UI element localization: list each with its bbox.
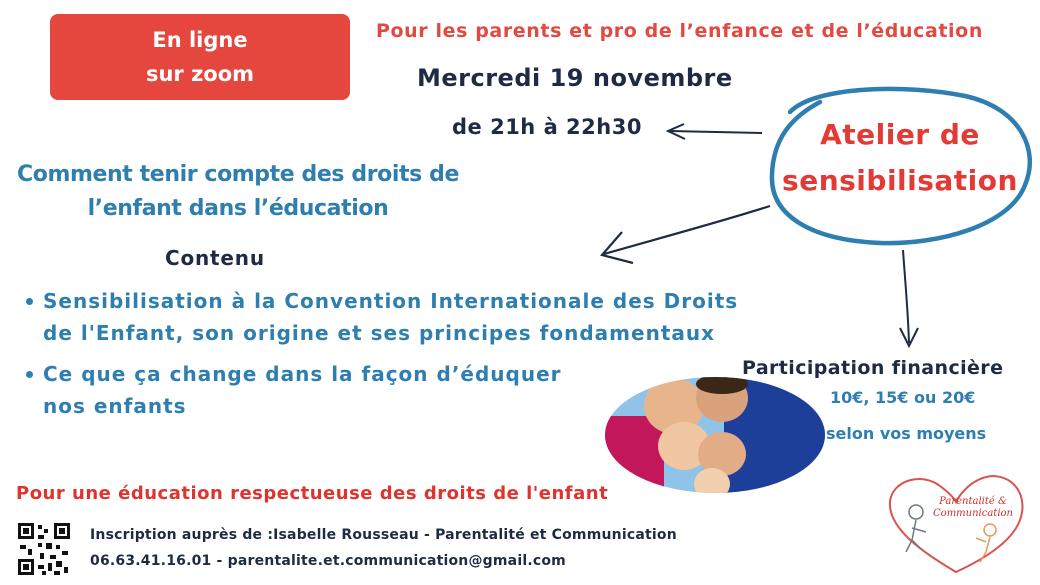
slogan: Pour une éducation respectueuse des droits de l'enfant (16, 483, 609, 504)
parentalite-logo (882, 468, 1030, 580)
item-1-line-2: de l'Enfant, son origine et ses principes fondamentaux (43, 321, 716, 345)
atelier-title (780, 112, 1020, 204)
price-options: 10€, 15€ ou 20€ (830, 388, 976, 407)
logo-line-1: Parentalité & (939, 496, 1007, 507)
online-badge (50, 14, 350, 100)
badge-line-1: En ligne (152, 28, 248, 52)
price-note: selon vos moyens (826, 424, 987, 443)
logo-text (928, 496, 1018, 520)
children-photo (604, 376, 826, 494)
badge-line-2: sur zoom (145, 62, 255, 86)
item-2-line-2: nos enfants (43, 394, 187, 418)
logo-line-2: Communication (933, 508, 1013, 519)
event-time: de 21h à 22h30 (452, 115, 642, 139)
question-line-1: Comment tenir compte des droits de (17, 162, 459, 187)
workshop-question (8, 158, 468, 226)
arrow-to-time (670, 131, 762, 133)
atelier-line-2: sensibilisation (782, 164, 1018, 197)
audience-text: Pour les parents et pro de l’enfance et de l’éducation (376, 20, 983, 42)
atelier-line-1: Atelier de (820, 118, 980, 151)
event-date: Mercredi 19 novembre (417, 64, 733, 92)
qr-code-icon (16, 521, 72, 577)
item-2-line-1: Ce que ça change dans la façon d’éduquer (43, 362, 562, 386)
contact-text: 06.63.41.16.01 - parentalite.et.communication@gmail.com (90, 553, 566, 569)
arrow-to-participation (903, 250, 909, 343)
inscription-text: Inscription auprès de :Isabelle Rousseau - Parentalité et Communication (90, 527, 677, 543)
arrow-to-contenu (604, 206, 770, 254)
item-1-line-1: Sensibilisation à la Convention Internationale des Droits (43, 289, 739, 313)
heart-logo-icon (882, 468, 1030, 580)
participation-title: Participation financière (742, 357, 1004, 379)
list-item (24, 285, 784, 349)
question-line-2: l’enfant dans l’éducation (87, 196, 389, 221)
contenu-heading: Contenu (165, 246, 265, 270)
